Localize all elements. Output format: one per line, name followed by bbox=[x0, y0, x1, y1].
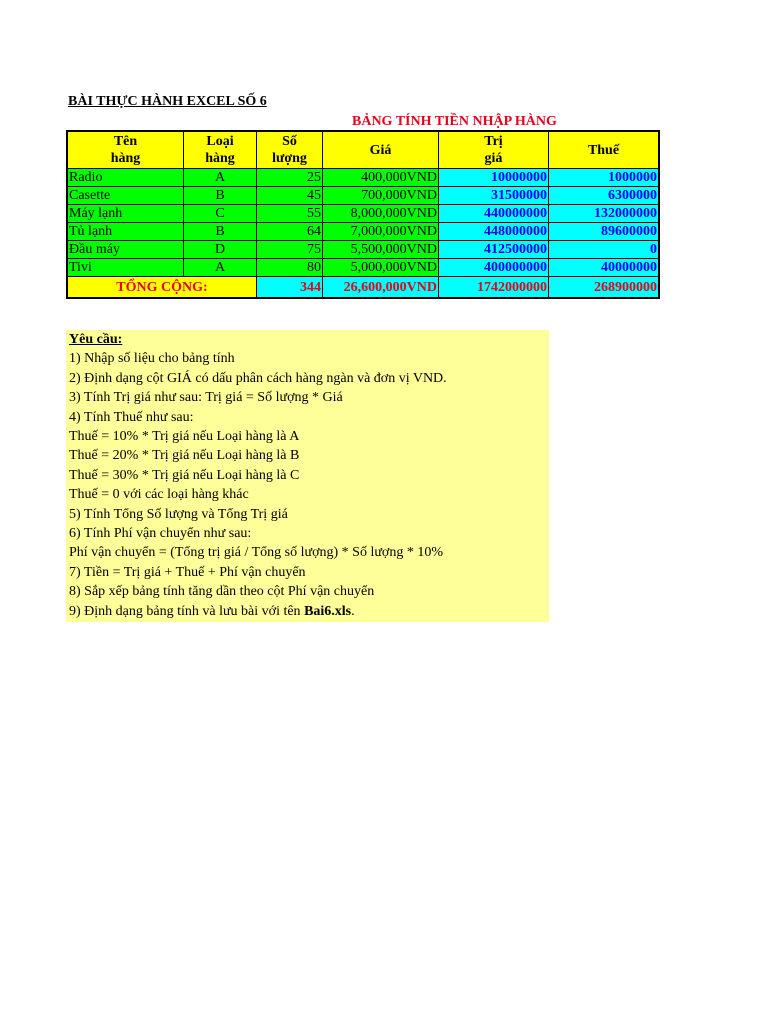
cell-type[interactable]: B bbox=[184, 187, 257, 205]
cell-name[interactable]: Casette bbox=[67, 187, 184, 205]
table-row bbox=[67, 223, 659, 241]
header-price: Giá bbox=[323, 131, 439, 169]
cell-name[interactable]: Đầu máy bbox=[67, 241, 184, 259]
header-qty-line2: lượng bbox=[272, 151, 307, 166]
cell-price[interactable]: 700,000VND bbox=[323, 187, 439, 205]
table-row bbox=[67, 241, 659, 259]
header-value bbox=[439, 131, 549, 169]
header-value-line2: giá bbox=[484, 151, 503, 166]
total-price[interactable]: 26,600,000VND bbox=[323, 277, 439, 299]
cell-price[interactable]: 5,000,000VND bbox=[323, 259, 439, 277]
total-qty[interactable]: 344 bbox=[257, 277, 323, 299]
total-value[interactable]: 1742000000 bbox=[439, 277, 549, 299]
requirement-line: Thuế = 0 với các loại hàng khác bbox=[69, 487, 249, 503]
requirements-box bbox=[66, 330, 549, 622]
requirement-line: 8) Sắp xếp bảng tính tăng dần theo cột Phí vận chuyển bbox=[69, 584, 375, 600]
cell-qty[interactable]: 55 bbox=[257, 205, 323, 223]
total-row bbox=[67, 277, 659, 299]
requirement-line: 2) Định dạng cột GIÁ có dấu phân cách hàng ngàn và đơn vị VND. bbox=[69, 370, 447, 386]
header-name-line1: Tên bbox=[113, 134, 138, 149]
cell-type[interactable]: B bbox=[184, 223, 257, 241]
page-title: BÀI THỰC HÀNH EXCEL SỐ 6 bbox=[68, 94, 267, 109]
requirements-title: Yêu cầu: bbox=[69, 332, 123, 347]
header-name-line2: hàng bbox=[110, 151, 141, 166]
cell-name[interactable]: Tủ lạnh bbox=[67, 223, 184, 241]
requirement-line: 7) Tiền = Trị giá + Thuế + Phí vận chuyển bbox=[69, 564, 306, 580]
header-tax: Thuế bbox=[549, 131, 660, 169]
header-qty bbox=[257, 131, 323, 169]
cell-price[interactable]: 400,000VND bbox=[323, 169, 439, 187]
cell-name[interactable]: Máy lạnh bbox=[67, 205, 184, 223]
requirement-line: Thuế = 20% * Trị giá nếu Loại hàng là B bbox=[69, 448, 300, 464]
table-row bbox=[67, 169, 659, 187]
header-value-line1: Trị bbox=[484, 134, 503, 149]
requirement-line: Thuế = 30% * Trị giá nếu Loại hàng là C bbox=[69, 467, 300, 483]
total-label[interactable]: TỔNG CỘNG: bbox=[67, 277, 257, 299]
cell-value[interactable]: 31500000 bbox=[439, 187, 549, 205]
cell-tax[interactable]: 132000000 bbox=[549, 205, 660, 223]
header-qty-line1: Số bbox=[282, 134, 297, 149]
cell-value[interactable]: 440000000 bbox=[439, 205, 549, 223]
requirement-line-last bbox=[69, 602, 546, 621]
cell-tax[interactable]: 1000000 bbox=[549, 169, 660, 187]
total-tax[interactable]: 268900000 bbox=[549, 277, 660, 299]
header-name bbox=[67, 131, 184, 169]
cell-qty[interactable]: 45 bbox=[257, 187, 323, 205]
cell-tax[interactable]: 40000000 bbox=[549, 259, 660, 277]
cell-qty[interactable]: 25 bbox=[257, 169, 323, 187]
cell-value[interactable]: 400000000 bbox=[439, 259, 549, 277]
header-row bbox=[67, 131, 659, 169]
cell-price[interactable]: 5,500,000VND bbox=[323, 241, 439, 259]
cell-value[interactable]: 10000000 bbox=[439, 169, 549, 187]
import-goods-table bbox=[66, 130, 660, 299]
table-row bbox=[67, 187, 659, 205]
cell-tax[interactable]: 6300000 bbox=[549, 187, 660, 205]
cell-value[interactable]: 448000000 bbox=[439, 223, 549, 241]
cell-price[interactable]: 8,000,000VND bbox=[323, 205, 439, 223]
cell-type[interactable]: C bbox=[184, 205, 257, 223]
requirement-line: 1) Nhập số liệu cho bảng tính bbox=[69, 351, 235, 367]
cell-type[interactable]: A bbox=[184, 169, 257, 187]
cell-qty[interactable]: 75 bbox=[257, 241, 323, 259]
header-type bbox=[184, 131, 257, 169]
cell-type[interactable]: D bbox=[184, 241, 257, 259]
cell-type[interactable]: A bbox=[184, 259, 257, 277]
header-type-line2: hàng bbox=[205, 151, 235, 166]
requirement-line: 5) Tính Tổng Số lượng và Tổng Trị giá bbox=[69, 506, 288, 522]
cell-name[interactable]: Radio bbox=[67, 169, 184, 187]
cell-tax[interactable]: 0 bbox=[549, 241, 660, 259]
last-line-prefix: 9) Định dạng bảng tính và lưu bài với tên bbox=[69, 603, 305, 619]
header-type-line1: Loại bbox=[206, 134, 234, 149]
table-row bbox=[67, 259, 659, 277]
requirement-line: Phí vận chuyển = (Tổng trị giá / Tổng số lượng) * Số lượng * 10% bbox=[69, 545, 443, 561]
table-row bbox=[67, 205, 659, 223]
cell-qty[interactable]: 64 bbox=[257, 223, 323, 241]
cell-name[interactable]: Tivi bbox=[67, 259, 184, 277]
cell-value[interactable]: 412500000 bbox=[439, 241, 549, 259]
last-line-suffix: . bbox=[351, 603, 355, 619]
requirement-line: Thuế = 10% * Trị giá nếu Loại hàng là A bbox=[69, 429, 300, 445]
table-title: BẢNG TÍNH TIỀN NHẬP HÀNG bbox=[352, 114, 557, 129]
cell-qty[interactable]: 80 bbox=[257, 259, 323, 277]
requirement-line: 3) Tính Trị giá như sau: Trị giá = Số lượng * Giá bbox=[69, 390, 343, 406]
cell-price[interactable]: 7,000,000VND bbox=[323, 223, 439, 241]
requirement-line: 4) Tính Thuế như sau: bbox=[69, 409, 194, 425]
requirement-line: 6) Tính Phí vận chuyển như sau: bbox=[69, 526, 252, 542]
filename: Bai6.xls bbox=[304, 603, 352, 619]
cell-tax[interactable]: 89600000 bbox=[549, 223, 660, 241]
